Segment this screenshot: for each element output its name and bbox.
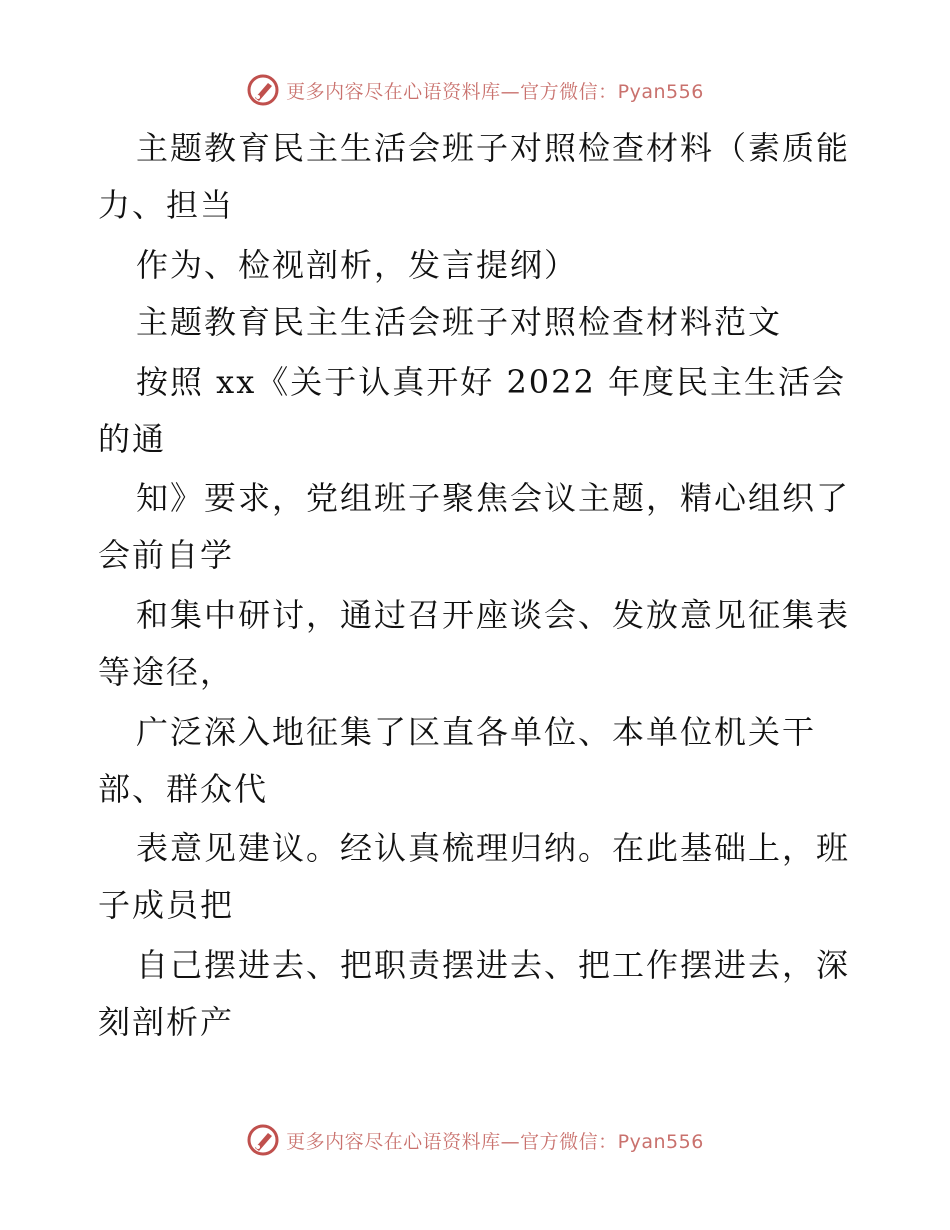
text-line: 的通 xyxy=(98,420,167,458)
text-line: 自己摆进去、把职责摆进去、把工作摆进去，深 xyxy=(136,946,851,984)
text-line: 作为、检视剖析，发言提纲） xyxy=(136,246,579,284)
text-line: 力、担当 xyxy=(98,186,235,224)
text-line: 和集中研讨，通过召开座谈会、发放意见征集表 xyxy=(136,596,851,634)
text-line: 等途径， xyxy=(98,653,235,691)
text-line: 子成员把 xyxy=(98,886,235,924)
pen-logo-icon xyxy=(246,73,280,107)
header-watermark xyxy=(0,70,950,110)
text-line: 按照 xx《关于认真开好 2022 年度民主生活会 xyxy=(136,363,847,401)
text-line: 部、群众代 xyxy=(98,770,269,808)
text-line: 主题教育民主生活会班子对照检查材料范文 xyxy=(136,303,783,341)
text-line: 会前自学 xyxy=(98,536,235,574)
watermark-text: 更多内容尽在心语资料库—官方微信：Pyan556 xyxy=(286,80,704,103)
text-line: 知》要求，党组班子聚焦会议主题，精心组织了 xyxy=(136,479,851,517)
watermark-text: 更多内容尽在心语资料库—官方微信：Pyan556 xyxy=(286,1130,704,1153)
text-line: 刻剖析产 xyxy=(98,1003,235,1041)
text-line: 表意见建议。经认真梳理归纳。在此基础上，班 xyxy=(136,829,851,867)
footer-watermark xyxy=(0,1120,950,1160)
pen-logo-icon xyxy=(246,1123,280,1157)
text-line: 主题教育民主生活会班子对照检查材料（素质能 xyxy=(136,129,851,167)
text-line: 广泛深入地征集了区直各单位、本单位机关干 xyxy=(136,713,817,751)
